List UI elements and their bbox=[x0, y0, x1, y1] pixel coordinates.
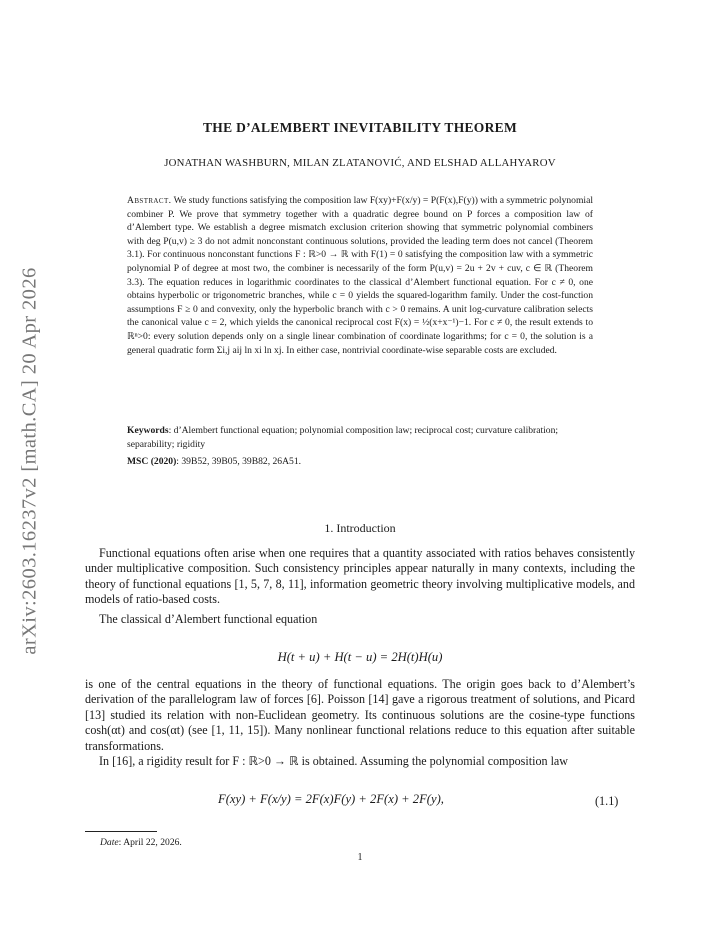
keywords bbox=[127, 424, 593, 451]
date-value: : April 22, 2026. bbox=[118, 837, 182, 848]
intro-paragraph-1: Functional equations often arise when one requires that a quantity associated with ratios behaves consistently under multiplicative composition. Such consistency principles appear naturally in many contexts, including the theory of functional equations [1, 5, 7, 8, 11], information geometric theory involving multiplicative models, and models of ratio-based costs. bbox=[85, 546, 635, 607]
date-label: Date bbox=[100, 837, 119, 848]
keywords-text: : d’Alembert functional equation; polynomial composition law; reciprocal cost; curvature calibration; separability; rigidity bbox=[127, 425, 559, 450]
author-list: JONATHAN WASHBURN, MILAN ZLATANOVIĆ, AND ELSHAD ALLAHYAROV bbox=[164, 157, 556, 169]
abstract bbox=[127, 194, 593, 357]
abstract-heading: Abstract. bbox=[127, 195, 172, 206]
abstract-text: We study functions satisfying the composition law F(xy)+F(x/y) = P(F(x),F(y)) with a symmetric polynomial combiner P. We prove that symmetry together with a quadratic degree bound on P forces a composition law of d’Alembert type. We establish a degree mismatch exclusion criterion showing that symmetric polynomial combiners with deg P(u,v) ≥ 3 do not admit nonconstant continuous solutions, provided the leading term does not cancel (Theorem 3.1). For continuous nonconstant functions F : ℝ>0 → ℝ with F(1) = 0 satisfying the composition law with a symmetric polynomial P of degree at most two, the combiner is necessarily of the form P(u,v) = 2u + 2v + cuv, c ∈ ℝ (Theorem 3.3). The equation reduces in logarithmic coordinates to the classical d’Alembert functional equation. For c ≠ 0, one obtains hyperbolic or trigonometric branches, while c = 0 yields the squared-logarithm family. Under the cost-function assumptions F ≥ 0 and convexity, only the hyperbolic branch with c > 0 remains. A unit log-curvature calibration selects the canonical value c = 2, which yields the canonical reciprocal cost F(x) = ½(x+x⁻¹)−1. For c ≠ 0, the result extends to ℝⁿ>0: every solution depends only on a single linear combination of coordinate logarithms; for c = 0, the solution is a general quadratic form Σi,j aij ln xi ln xj. In either case, nontrivial coordinate-wise separable costs are excluded. bbox=[127, 195, 594, 356]
section-heading: 1. Introduction bbox=[324, 521, 396, 535]
footnote-date bbox=[100, 837, 182, 848]
paper-title: THE D’ALEMBERT INEVITABILITY THEOREM bbox=[202, 120, 517, 135]
intro-paragraph-4: In [16], a rigidity result for F : ℝ>0 → ℝ is obtained. Assuming the polynomial composition law bbox=[99, 754, 569, 768]
footnote-rule bbox=[85, 831, 157, 832]
msc-text: : 39B52, 39B05, 39B82, 26A51. bbox=[176, 456, 302, 467]
intro-paragraph-3: is one of the central equations in the theory of functional equations. The origin goes back to d’Alembert’s derivation of the parallelogram law of forces [6]. Poisson [14] gave a rigorous treatment of solutions, and Picard [13] studied its relation with non-Euclidean geometry. Its continuous solutions are the cosine-type functions cosh(αt) and cos(αt) (see [1, 11, 15]). Many nonlinear functional relations reduce to this equation after suitable transformations. bbox=[85, 677, 635, 753]
intro-paragraph-2: The classical d’Alembert functional equation bbox=[99, 612, 318, 626]
composition-law-equation: F(xy) + F(x/y) = 2F(x)F(y) + 2F(x) + 2F(y), bbox=[218, 792, 444, 806]
dalembert-equation: H(t + u) + H(t − u) = 2H(t)H(u) bbox=[277, 650, 443, 664]
page-number: 1 bbox=[357, 852, 363, 863]
equation-number: (1.1) bbox=[595, 794, 619, 808]
keywords-label: Keywords bbox=[127, 425, 169, 436]
msc-label: MSC (2020) bbox=[127, 456, 177, 467]
msc-classification bbox=[127, 456, 593, 467]
arxiv-identifier: arXiv:2603.16237v2 [math.CA] 20 Apr 2026 bbox=[18, 267, 41, 655]
